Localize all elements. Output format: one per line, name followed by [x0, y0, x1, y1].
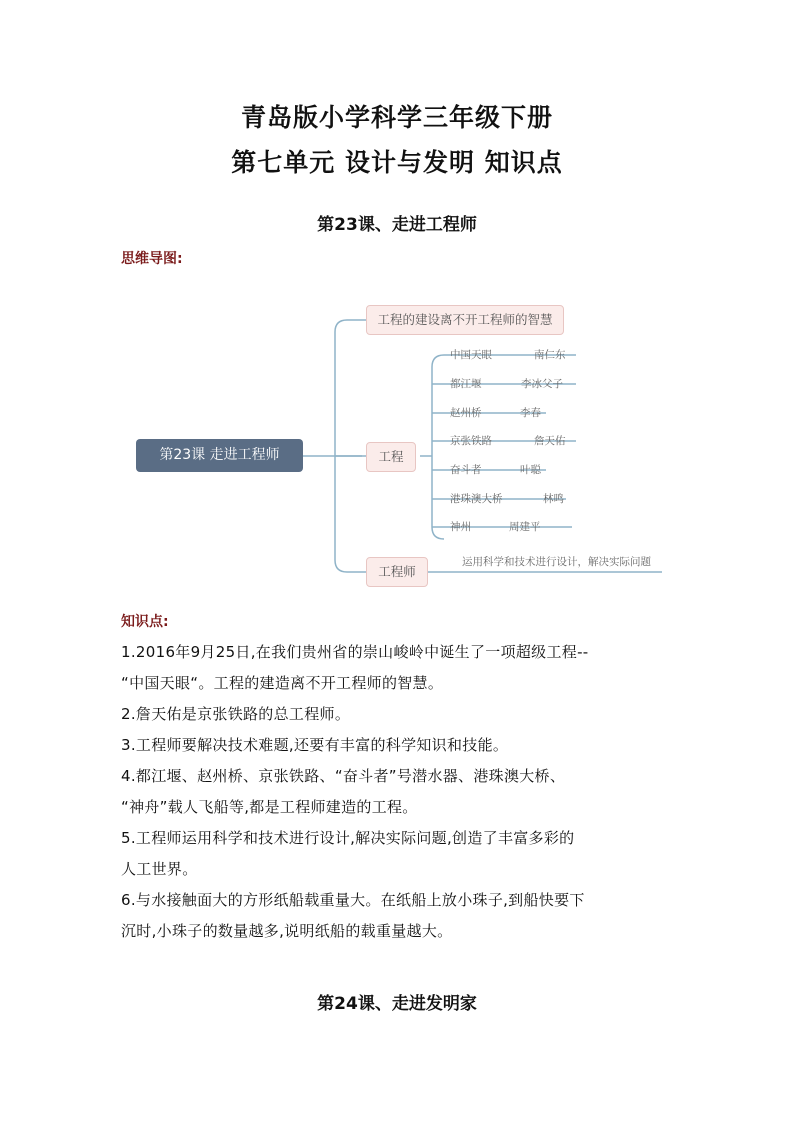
mindmap-branch-wisdom: 工程的建设离不开工程师的智慧: [366, 305, 564, 335]
mindmap-root-node: 第23课 走进工程师: [136, 439, 303, 472]
knowledge-line: 沉时,小珠子的数量越多,说明纸船的载重量越大。: [121, 922, 453, 940]
project-name: 中国天眼: [450, 349, 492, 361]
project-person: 詹天佑: [534, 435, 566, 447]
mindmap-label: 思维导图:: [121, 251, 183, 267]
project-person: 叶聪: [520, 464, 541, 476]
knowledge-line: 4.都江堰、赵州桥、京张铁路、“奋斗者”号潜水器、港珠澳大桥、: [121, 767, 566, 785]
knowledge-line: 3.工程师要解决技术难题,还要有丰富的科学知识和技能。: [121, 736, 509, 754]
knowledge-line: 5.工程师运用科学和技术进行设计,解决实际问题,创造了丰富多彩的: [121, 829, 575, 847]
mindmap-branch-projects: 工程: [366, 442, 416, 472]
document-subtitle: 第七单元 设计与发明 知识点: [231, 148, 563, 177]
project-name: 赵州桥: [450, 407, 482, 419]
project-name: 京张铁路: [450, 435, 492, 447]
engineer-description: 运用科学和技术进行设计，解决实际问题: [462, 556, 651, 568]
lesson-24-heading: 第24课、走进发明家: [317, 994, 477, 1014]
lesson-23-heading: 第23课、走进工程师: [317, 215, 477, 235]
knowledge-line: 2.詹天佑是京张铁路的总工程师。: [121, 705, 351, 723]
project-name: 都江堰: [450, 378, 482, 390]
project-name: 奋斗者: [450, 464, 482, 476]
knowledge-line: “神舟”载人飞船等,都是工程师建造的工程。: [121, 798, 418, 816]
mindmap-branch-engineer: 工程师: [366, 557, 428, 587]
knowledge-line: 1.2016年9月25日,在我们贵州省的崇山峻岭中诞生了一项超级工程--: [121, 643, 589, 661]
knowledge-line: “中国天眼“。工程的建造离不开工程师的智慧。: [121, 674, 444, 692]
knowledge-label: 知识点:: [121, 614, 169, 630]
project-name: 港珠澳大桥: [450, 493, 503, 505]
project-person: 南仁东: [534, 349, 566, 361]
project-name: 神州: [450, 521, 471, 533]
project-person: 李春: [520, 407, 541, 419]
knowledge-line: 6.与水接触面大的方形纸船载重量大。在纸船上放小珠子,到船快要下: [121, 891, 585, 909]
mindmap: [130, 296, 690, 586]
project-person: 李冰父子: [521, 378, 563, 390]
knowledge-line: 人工世界。: [121, 860, 198, 878]
project-person: 周建平: [509, 521, 541, 533]
document-title: 青岛版小学科学三年级下册: [240, 103, 553, 132]
project-person: 林鸣: [543, 493, 564, 505]
